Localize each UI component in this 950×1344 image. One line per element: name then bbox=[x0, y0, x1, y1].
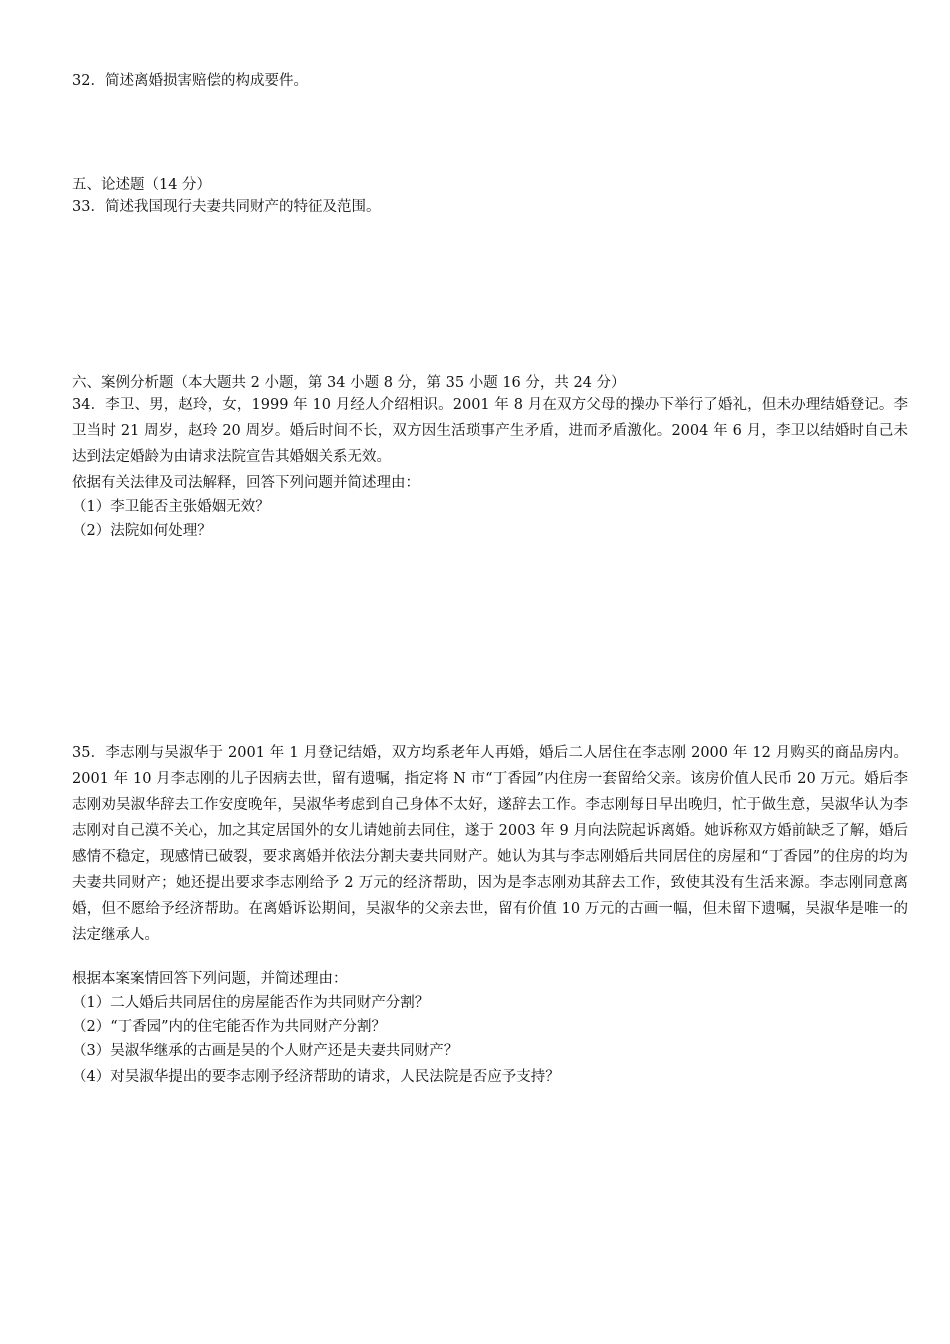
question-34-sub-1: （1）李卫能否主张婚姻无效？ bbox=[72, 499, 270, 515]
question-35-prompt: 根据本案案情回答下列问题，并简述理由： bbox=[72, 971, 348, 987]
question-35-sub-4: （4）对吴淑华提出的要李志刚予经济帮助的请求，人民法院是否应予支持？ bbox=[72, 1069, 560, 1085]
question-35-sub-3: （3）吴淑华继承的古画是吴的个人财产还是夫妻共同财产？ bbox=[72, 1043, 459, 1059]
question-35-body: 35．李志刚与吴淑华于 2001 年 1 月登记结婚，双方均系老年人再婚，婚后二人居住在李志刚 2000 年 12 月购买的商品房内。2001 年 10 月李志刚的儿子因病去世，留有遗嘱，指定将 N 市“丁香园”内住房一套留给父亲。该房价值人民币 20 万元。婚后李志刚劝吴淑华辞去工作安度晚年，吴淑华考虑到自己身体不太好，遂辞去工作。李志刚每日早出晚归，忙于做生意，吴淑华认为李志刚对自己漠不关心，加之其定居国外的女儿请她前去同住，遂于 2003 年 9 月向法院起诉离婚。她诉称双方婚前缺乏了解，婚后感情不稳定，现感情已破裂，要求离婚并依法分割夫妻共同财产。她认为其与李志刚婚后共同居住的房屋和“丁香园”的住房的均为夫妻共同财产；她还提出要求李志刚给予 2 万元的经济帮助，因为是李志刚劝其辞去工作，致使其没有生活来源。李志刚同意离婚，但不愿给予经济帮助。在离婚诉讼期间，吴淑华的父亲去世，留有价值 10 万元的古画一幅，但未留下遗嘱，吴淑华是唯一的法定继承人。 bbox=[72, 745, 908, 943]
question-33: 33．简述我国现行夫妻共同财产的特征及范围。 bbox=[72, 199, 381, 215]
section-6-heading: 六、案例分析题（本大题共 2 小题，第 34 小题 8 分，第 35 小题 16 分，共 24 分） bbox=[72, 375, 626, 391]
question-34-body: 34．李卫、男，赵玲，女，1999 年 10 月经人介绍相识。2001 年 8 月在双方父母的操办下举行了婚礼，但未办理结婚登记。李卫当时 21 周岁，赵玲 20 周岁。婚后时间不长，双方因生活琐事产生矛盾，进而矛盾激化。2004 年 6 月，李卫以结婚时自己未达到法定婚龄为由请求法院宣告其婚姻关系无效。 bbox=[72, 397, 908, 465]
question-32: 32．简述离婚损害赔偿的构成要件。 bbox=[72, 73, 308, 89]
question-35-sub-1: （1）二人婚后共同居住的房屋能否作为共同财产分割？ bbox=[72, 995, 430, 1011]
question-34-prompt: 依据有关法律及司法解释，回答下列问题并简述理由： bbox=[72, 475, 420, 491]
question-35-sub-2: （2）“丁香园”内的住宅能否作为共同财产分割？ bbox=[72, 1019, 387, 1035]
question-34-sub-2: （2）法院如何处理？ bbox=[72, 523, 212, 539]
section-5-heading: 五、论述题（14 分） bbox=[72, 177, 212, 193]
